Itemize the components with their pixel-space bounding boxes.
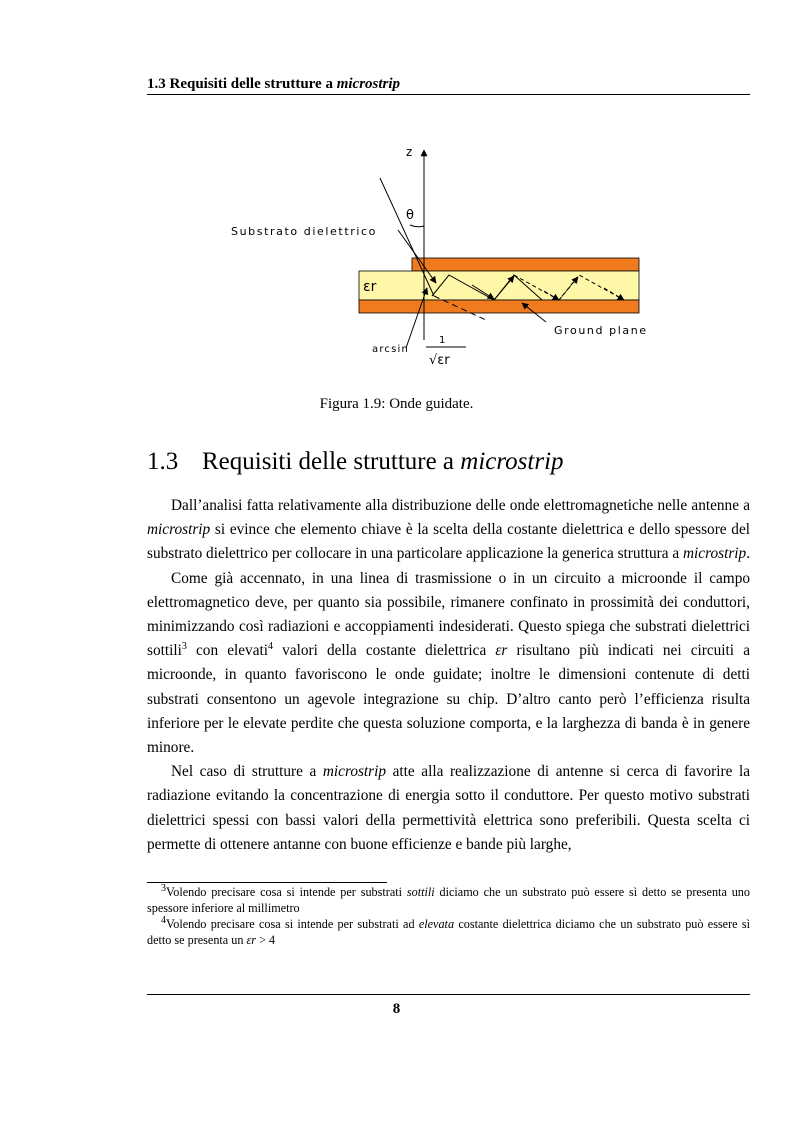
p1-e: .: [746, 545, 751, 563]
paragraph-1: [147, 494, 750, 567]
footnote-4: [147, 916, 750, 948]
eps-label: εr: [363, 279, 377, 295]
section-number: 1.3: [147, 448, 179, 475]
arcsin-label: arcsin: [372, 344, 410, 355]
fn3-b: sottili: [406, 885, 435, 899]
paragraph-2: [147, 567, 750, 761]
p2-d: risultano più indicati nei circuiti a microonde, in quanto favoriscono le onde guidate; inoltre le dimensioni contenute di detti substrati consentono un agevole integrazione su chip. D’altro canto però l’efficienza risulta inferiore per le elevate perdite che questa soluzione comporta, e la larghezza di banda è in genere minore.: [147, 642, 750, 757]
fn3-c: diciamo che un substrato può essere sì detto se presenta uno spessore inferiore al millimetro: [147, 885, 750, 915]
p3-a: Nel caso di strutture a: [171, 763, 323, 781]
z-label: z: [406, 145, 413, 159]
fn4-a: Volendo precisare cosa si intende per substrati ad: [166, 917, 419, 931]
running-header: [147, 76, 750, 93]
p2-eps: εr: [495, 642, 508, 660]
footnote-ref-4: 4: [268, 641, 273, 653]
p2-c: valori della costante dielettrica: [273, 642, 496, 660]
p3-c: atte alla realizzazione di antenne si cerca di favorire la radiazione evitando la concentrazione di energia sotto il conduttore. Per questo motivo substrati dielettrici spessi con bassi valori della permettività elettrica sono preferibili. Questa scelta ci permette di ottenere antanne con buone efficienze e bande più larghe,: [147, 763, 750, 853]
fn4-num: 4: [161, 914, 166, 926]
p1-d: microstrip: [683, 545, 747, 563]
fn3-a: Volendo precisare cosa si intende per substrati: [166, 885, 407, 899]
fn3-num: 3: [161, 882, 166, 894]
page-number: 8: [392, 1001, 401, 1017]
section-heading: [147, 448, 564, 476]
fraction-numerator: 1: [439, 335, 446, 346]
fn4-b: elevata: [418, 917, 455, 931]
substrate: [359, 271, 639, 300]
ground-plane: [359, 300, 639, 313]
substrate-label: Substrato dielettrico: [231, 225, 377, 238]
header-rule: [147, 94, 750, 95]
footnote-3: [147, 884, 750, 916]
figure-caption: Figura 1.9: Onde guidate.: [319, 396, 474, 412]
footnote-rule: [147, 882, 387, 883]
p1-c: si evince che elemento chiave è la scelta della costante dielettrica e dello spessore del substrato dielettrico per collocare in una particolare applicazione la generica struttura a: [147, 521, 750, 563]
footer-rule: [147, 994, 750, 995]
fn4-eps: εr: [246, 933, 257, 947]
header-text: 1.3 Requisiti delle strutture a: [147, 76, 337, 92]
fn4-c: costante dielettrica diciamo che un substrato può essere sì detto se presenta un: [147, 917, 750, 947]
p1-a: Dall’analisi fatta relativamente alla distribuzione delle onde elettromagnetiche nelle antenne a: [171, 497, 750, 514]
section-title: Requisiti delle strutture a: [202, 448, 461, 475]
paragraph-3: [147, 760, 750, 857]
fraction-denominator: √εr: [429, 353, 450, 368]
p2-b: con elevati: [186, 642, 268, 660]
theta-arc: [410, 225, 424, 227]
guided-waves-figure: [224, 138, 684, 370]
p3-b: microstrip: [322, 763, 387, 781]
section-title-italic: microstrip: [460, 448, 564, 475]
p2-a: Come già accennato, in una linea di trasmissione o in un circuito a microonde il campo elettromagnetico deve, per quanto sia possibile, rimanere confinato in prossimità dei conduttori, minimizzando così radiazioni e accoppiamenti indesiderati. Questo spiega che substrati dielettrici sottili: [147, 569, 750, 660]
fn4-d: > 4: [256, 933, 276, 947]
p1-b: microstrip: [147, 521, 211, 539]
top-conductor: [412, 258, 639, 271]
body-text: [147, 494, 750, 857]
footnotes: [147, 884, 750, 948]
ground-label: Ground plane: [554, 324, 648, 337]
theta-label: θ: [406, 208, 414, 223]
footnote-ref-3: 3: [181, 641, 187, 653]
header-italic: microstrip: [336, 76, 401, 92]
